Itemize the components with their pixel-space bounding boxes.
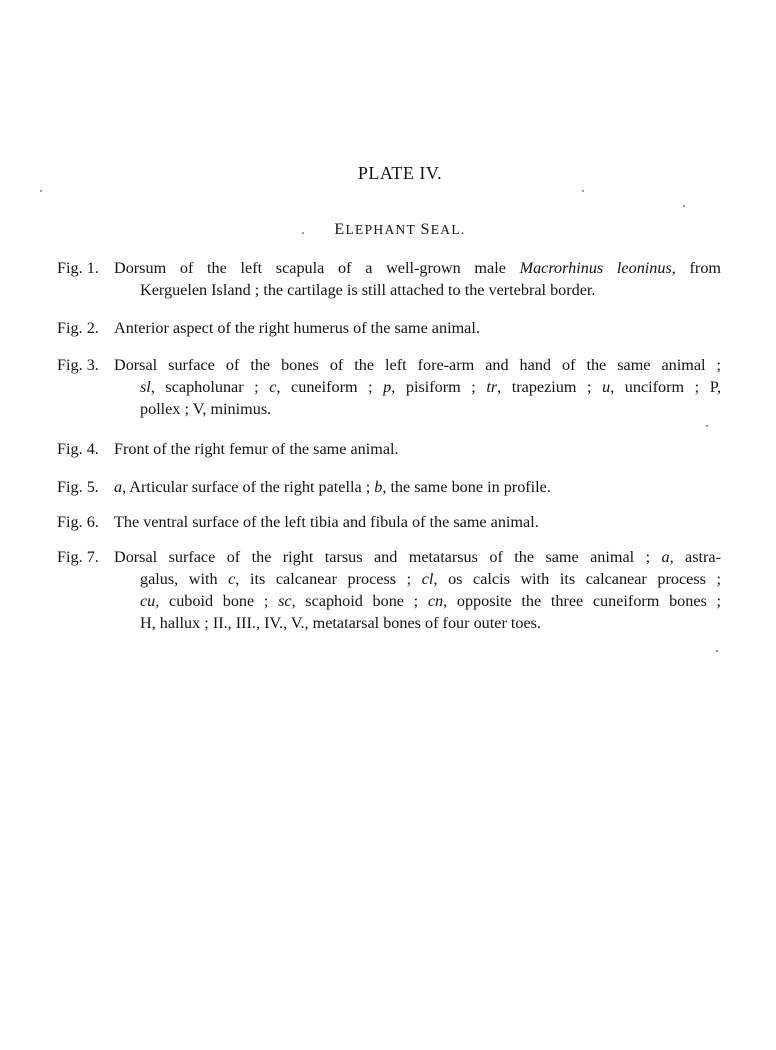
italic-term: cu (140, 592, 156, 610)
figure-caption-4 (57, 438, 721, 460)
italic-term: b (374, 478, 383, 496)
figure-caption-5 (57, 476, 721, 498)
subtitle-rest-2: EAL. (430, 222, 466, 237)
figure-label: Fig. 4. (57, 440, 99, 458)
figure-caption-6 (57, 511, 721, 533)
plate-subtitle (12, 221, 776, 239)
caption-line: Kerguelen Island ; the cartilage is still attached to the vertebral border. (140, 281, 596, 299)
italic-term: u (602, 378, 611, 396)
caption-line: a, Articular surface of the right patella ; b, the same bone in profile. (114, 478, 551, 496)
italic-term: a (661, 548, 670, 566)
print-speck (40, 190, 42, 192)
italic-term: cl (421, 570, 434, 588)
caption-line: Dorsum of the left scapula of a well-grown male Macrorhinus leoninus, from (114, 259, 722, 277)
caption-line: Front of the right femur of the same animal. (114, 440, 399, 458)
figure-label: Fig. 6. (57, 513, 99, 531)
figure-label: Fig. 1. (57, 259, 99, 277)
caption-line: Dorsal surface of the bones of the left fore-arm and hand of the same animal ; (114, 356, 721, 374)
caption-line: Dorsal surface of the right tarsus and metatarsus of the same animal ; a, astra- (114, 548, 721, 566)
figure-label: Fig. 7. (57, 548, 99, 566)
caption-line: cu, cuboid bone ; sc, scaphoid bone ; cn, opposite the three cuneiform bones ; (140, 592, 722, 610)
italic-term: c (228, 570, 236, 588)
subtitle-rest-1: LEPHANT (345, 222, 421, 237)
italic-term: a (114, 478, 123, 496)
print-speck (302, 232, 304, 234)
figure-caption-2 (57, 317, 721, 339)
caption-line: The ventral surface of the left tibia and fibula of the same animal. (114, 513, 539, 531)
figure-label: Fig. 3. (57, 356, 99, 374)
species-name: Macrorhinus leoninus (519, 259, 672, 277)
caption-line: Anterior aspect of the right humerus of the same animal. (114, 319, 480, 337)
plate-title: PLATE IV. (357, 163, 443, 183)
print-speck (716, 650, 718, 652)
italic-term: cn (427, 592, 444, 610)
figure-caption-7 (57, 546, 721, 634)
subtitle-initial-1: E (334, 221, 346, 238)
italic-term: p (383, 378, 392, 396)
print-speck (582, 190, 584, 192)
italic-term: sl (140, 378, 151, 396)
figure-caption-3 (57, 354, 721, 420)
figure-label: Fig. 2. (57, 319, 99, 337)
caption-line: sl, scapholunar ; c, cuneiform ; p, pisiform ; tr, trapezium ; u, unciform ; P, (140, 378, 721, 396)
figure-label: Fig. 5. (57, 478, 99, 496)
italic-term: c (269, 378, 277, 396)
figure-caption-1 (57, 257, 721, 301)
italic-term: tr (486, 378, 498, 396)
caption-line: pollex ; V, minimus. (140, 400, 272, 418)
italic-term: sc (278, 592, 292, 610)
caption-line: H, hallux ; II., III., IV., V., metatarsal bones of four outer toes. (140, 614, 542, 632)
print-speck (706, 425, 708, 427)
subtitle-initial-2: S (420, 221, 431, 238)
caption-line: galus, with c, its calcanear process ; cl, os calcis with its calcanear process ; (140, 570, 722, 588)
print-speck (683, 205, 685, 207)
